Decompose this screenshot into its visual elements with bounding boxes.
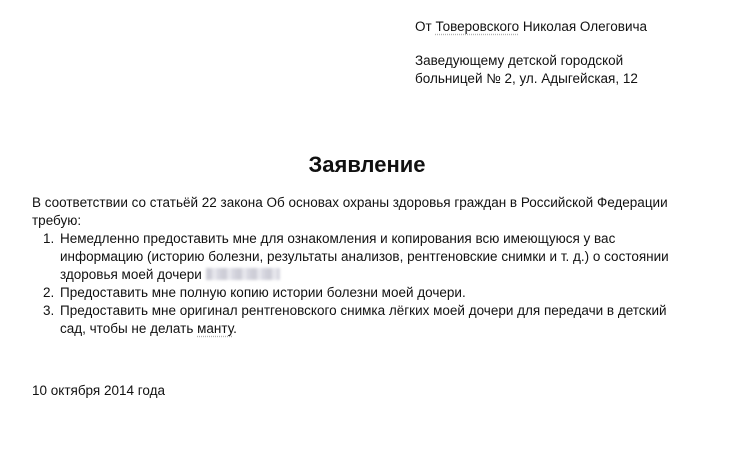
sender-prefix: От: [415, 19, 436, 34]
recipient-line-1: Заведующему детской городской: [415, 53, 624, 68]
sender-surname: Товеровского: [435, 19, 520, 34]
list-item-text: Предоставить мне полную копию истории болезни моей дочери.: [60, 285, 466, 300]
redacted-name: [206, 268, 280, 280]
addressee-block: [415, 18, 647, 88]
list-item-text: Предоставить мне оригинал рентгеновского снимка лёгких моей дочери для передачи в детский сад, чтобы не делать: [60, 303, 667, 336]
list-item: [58, 284, 672, 302]
intro-paragraph: В соответствии со статьёй 22 закона Об основах охраны здоровья граждан в Российской Федерации требую:: [32, 195, 668, 228]
sender-rest: Николая Олеговича: [519, 19, 648, 34]
document-body: [32, 194, 672, 338]
document-title: Заявление: [308, 152, 426, 177]
sender-line: [415, 18, 647, 36]
document-date: 10 октября 2014 года: [32, 383, 165, 398]
list-item: [58, 230, 672, 284]
list-item-text: Немедленно предоставить мне для ознакомления и копирования всю имеющуюся у вас информацию (историю болезни, результаты анализов, рентгеновские снимки и т. д.) о состоянии здоровья моей дочери: [60, 231, 669, 282]
demands-list: [32, 230, 672, 338]
recipient-line-2: больницей № 2, ул. Адыгейская, 12: [415, 71, 638, 86]
list-item: [58, 302, 672, 338]
list-item-end: .: [233, 321, 237, 336]
term-mantoux: манту: [197, 321, 234, 336]
